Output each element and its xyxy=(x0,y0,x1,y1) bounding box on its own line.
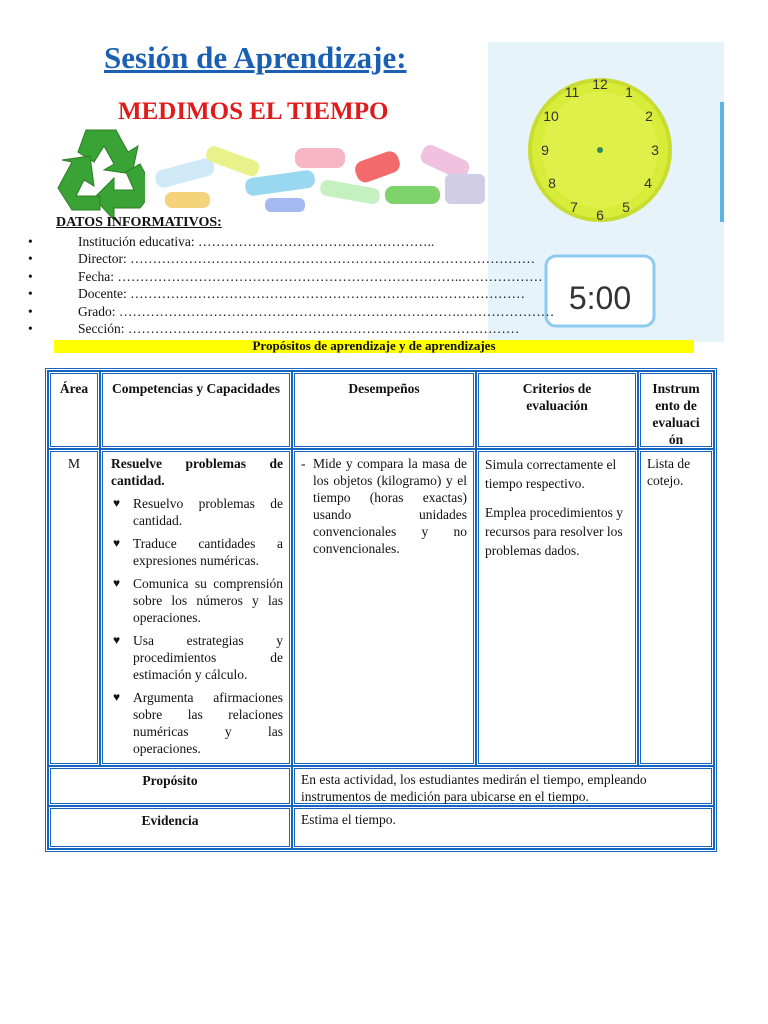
header-competencias: Competencias y Capacidades xyxy=(100,371,292,449)
competencia-title: Resuelve problemas de cantidad. xyxy=(111,456,283,488)
proposito-text: En esta actividad, los estudiantes medirán el tiempo, empleando instrumentos de medición para ubicarse en el tiempo. xyxy=(292,766,714,806)
clock-number: 6 xyxy=(596,207,604,223)
list-item: • Docente: ………………………………………………………….………………… xyxy=(28,286,525,302)
proposito-label: Propósito xyxy=(48,766,292,806)
desempeno-text: Mide y compara la masa de los objetos (kilogramo) y el tiempo (horas exactas) usando unidades convencionales y no convencionales. xyxy=(313,456,467,556)
criterio-item: Simula correctamente el tiempo respectivo. xyxy=(485,457,617,491)
list-item: ♥ Resuelvo problemas de cantidad. xyxy=(113,496,283,528)
header-criterios: Criterios de evaluación xyxy=(476,371,638,449)
criterio-item: Emplea procedimientos y recursos para resolver los problemas dados. xyxy=(485,505,623,558)
page-title: Sesión de Aprendizaje: xyxy=(104,40,407,75)
clock-number: 1 xyxy=(625,84,633,100)
list-item: ♥ Traduce cantidades a expresiones numéricas. xyxy=(113,536,283,568)
list-item: • Institución educativa: …………………………………………….. xyxy=(28,234,435,249)
list-item: • Director: ……………………………………………………………………………… xyxy=(28,251,536,267)
datos-heading: DATOS INFORMATIVOS: xyxy=(56,215,222,230)
session-subtitle: MEDIMOS EL TIEMPO xyxy=(118,98,389,125)
dash-marker: - xyxy=(301,456,306,471)
heart-bullet-icon: ♥ xyxy=(113,536,121,550)
list-item: ♥ Comunica su comprensión sobre los números y las operaciones. xyxy=(113,576,283,625)
competencias-cell xyxy=(100,449,292,766)
list-item: ♥ Argumenta afirmaciones sobre las relaciones numéricas y las operaciones. xyxy=(113,690,283,756)
header-area: Área xyxy=(48,371,100,449)
digital-clock-display: 5:00 xyxy=(568,280,632,316)
criterios-cell xyxy=(476,449,638,766)
heart-bullet-icon: ♥ xyxy=(113,633,121,647)
plastic-bottles-image xyxy=(145,134,490,218)
heart-bullet-icon: ♥ xyxy=(113,496,121,510)
clock-number: 7 xyxy=(570,199,578,215)
heart-bullet-icon: ♥ xyxy=(113,576,121,590)
header-desempenos: Desempeños xyxy=(292,371,476,449)
list-item: • Sección: …………………………………………………………………………… xyxy=(28,320,520,336)
clock-number: 5 xyxy=(622,199,630,215)
clock-number: 3 xyxy=(651,142,659,158)
list-item: ♥ Usa estrategias y procedimientos de estimación y cálculo. xyxy=(113,633,283,682)
band-title: Propósitos de aprendizaje y de aprendizajes xyxy=(252,338,496,353)
clock-number: 12 xyxy=(592,76,608,92)
header-instrumento: Instrum ento de evaluaci ón xyxy=(638,371,714,449)
clock-number: 4 xyxy=(644,175,652,191)
evidencia-label: Evidencia xyxy=(48,806,292,849)
clock-number: 11 xyxy=(564,84,580,100)
clock-number: 9 xyxy=(541,142,549,158)
area-cell: M xyxy=(48,449,100,766)
datos-list xyxy=(28,233,555,337)
recycle-icon xyxy=(42,122,160,222)
list-item: • Grado: ………………………………………………………………….………………… xyxy=(28,303,555,319)
desempenos-cell xyxy=(292,449,476,766)
clock-number: 10 xyxy=(543,108,559,124)
clock-number: 2 xyxy=(645,108,653,124)
instrumento-cell: Lista de cotejo. xyxy=(638,449,714,766)
clock-number: 8 xyxy=(548,175,556,191)
list-item: • Fecha: …………………………………………………………………..……………… xyxy=(28,268,543,284)
evidencia-text: Estima el tiempo. xyxy=(292,806,714,849)
heart-bullet-icon: ♥ xyxy=(113,690,121,704)
